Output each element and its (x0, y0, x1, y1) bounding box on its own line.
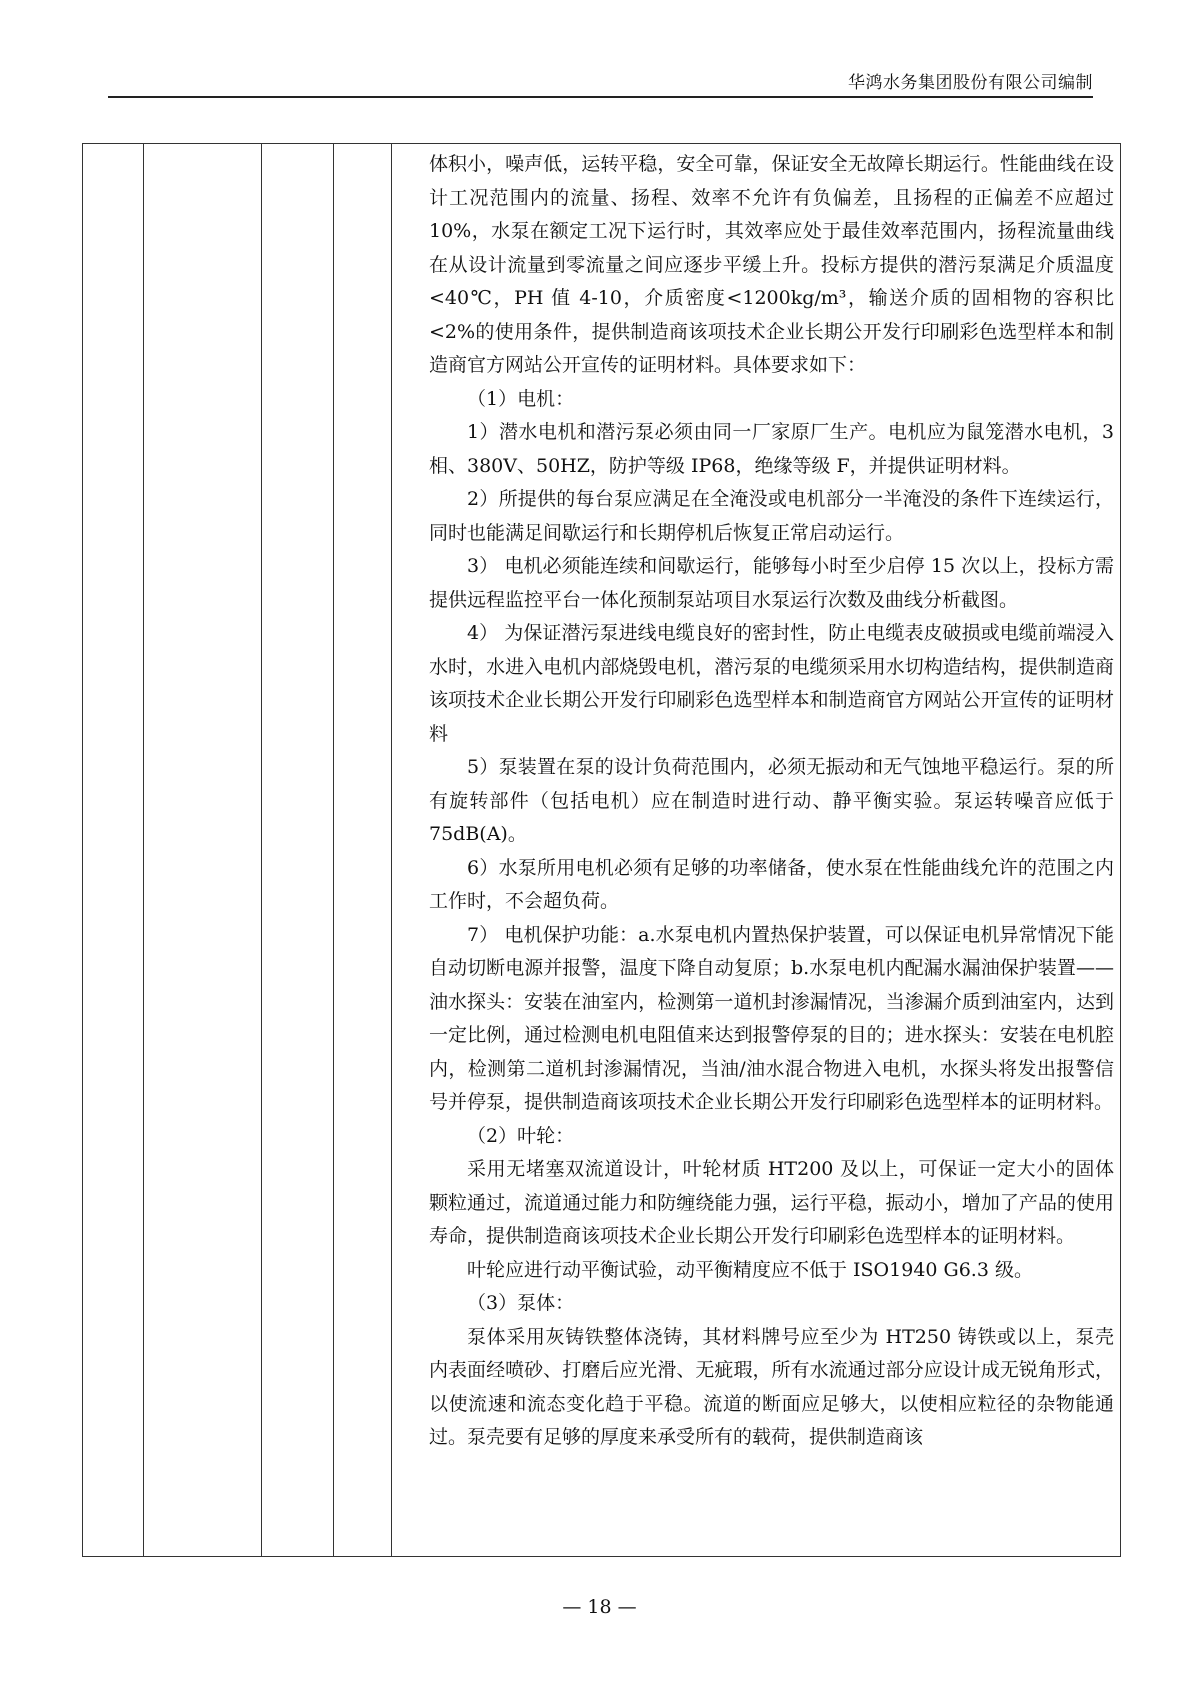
paragraph: 采用无堵塞双流道设计，叶轮材质 HT200 及以上，可保证一定大小的固体颗粒通过，流道通过能力和防缠绕能力强，运行平稳，振动小，增加了产品的使用寿命，提供制造商该项技术企业长期公开发行印刷彩色选型样本的证明材料。 (429, 1158, 1114, 1247)
paragraph: 泵体采用灰铸铁整体浇铸，其材料牌号应至少为 HT250 铸铁或以上，泵壳内表面经喷砂、打磨后应光滑、无疵瑕，所有水流通过部分应设计成无锐角形式，以使流速和流态变化趋于平稳。流道的断面应足够大，以使相应粒径的杂物能通过。泵壳要有足够的厚度来承受所有的载荷，提供制造商该 (429, 1325, 1114, 1448)
section-heading-motor: （1）电机： (467, 387, 575, 410)
column-divider (261, 144, 262, 1556)
page-number: — 18 — (562, 1596, 637, 1618)
column-divider (333, 144, 334, 1556)
column-divider (143, 144, 144, 1556)
paragraph: 1）潜水电机和潜污泵必须由同一厂家原厂生产。电机应为鼠笼潜水电机，3 相、380V、50HZ，防护等级 IP68，绝缘等级 F，并提供证明材料。 (429, 421, 1114, 477)
paragraph: 叶轮应进行动平衡试验，动平衡精度应不低于 ISO1940 G6.3 级。 (467, 1258, 1033, 1281)
section-heading-impeller: （2）叶轮： (467, 1124, 575, 1147)
paragraph: 体积小，噪声低，运转平稳，安全可靠，保证安全无故障长期运行。性能曲线在设计工况范围内的流量、扬程、效率不允许有负偏差，且扬程的正偏差不应超过 10%，水泵在额定工况下运行时，其效率应处于最佳效率范围内，扬程流量曲线在从设计流量到零流量之间应逐步平缓上升。投标方提供的潜污泵满足介质温度<40℃，PH 值 4-10，介质密度<1200kg/m³，输送介质的固相物的容积比<2%的使用条件，提供制造商该项技术企业长期公开发行印刷彩色选型样本和制造商官方网站公开宣传的证明材料。具体要求如下： (429, 153, 1114, 376)
spec-table (82, 143, 1121, 1557)
paragraph: 6）水泵所用电机必须有足够的功率储备，使水泵在性能曲线允许的范围之内工作时，不会超负荷。 (429, 856, 1114, 912)
page-header (108, 62, 1093, 98)
column-divider (391, 144, 392, 1556)
spec-content-cell (425, 144, 1120, 1455)
paragraph: 2）所提供的每台泵应满足在全淹没或电机部分一半淹没的条件下连续运行，同时也能满足间歇运行和长期停机后恢复正常启动运行。 (429, 488, 1114, 544)
paragraph: 3） 电机必须能连续和间歇运行，能够每小时至少启停 15 次以上，投标方需提供远程监控平台一体化预制泵站项目水泵运行次数及曲线分析截图。 (429, 555, 1114, 611)
header-org-name: 华鸿水务集团股份有限公司编制 (848, 73, 1093, 93)
paragraph: 5）泵装置在泵的设计负荷范围内，必须无振动和无气蚀地平稳运行。泵的所有旋转部件（包括电机）应在制造时进行动、静平衡实验。泵运转噪音应低于 75dB(A)。 (429, 756, 1114, 845)
paragraph: 7） 电机保护功能：a.水泵电机内置热保护装置，可以保证电机异常情况下能自动切断电源并报警，温度下降自动复原；b.水泵电机内配漏水漏油保护装置——油水探头：安装在油室内，检测第一道机封渗漏情况，当渗漏介质到油室内，达到一定比例，通过检测电机电阻值来达到报警停泵的目的；进水探头：安装在电机腔内，检测第二道机封渗漏情况，当油/油水混合物进入电机，水探头将发出报警信号并停泵，提供制造商该项技术企业长期公开发行印刷彩色选型样本的证明材料。 (429, 923, 1114, 1113)
paragraph: 4） 为保证潜污泵进线电缆良好的密封性，防止电缆表皮破损或电缆前端浸入水时，水进入电机内部烧毁电机，潜污泵的电缆须采用水切构造结构，提供制造商该项技术企业长期公开发行印刷彩色选型样本和制造商官方网站公开宣传的证明材料 (429, 622, 1114, 745)
section-heading-pump-body: （3）泵体： (467, 1292, 575, 1314)
